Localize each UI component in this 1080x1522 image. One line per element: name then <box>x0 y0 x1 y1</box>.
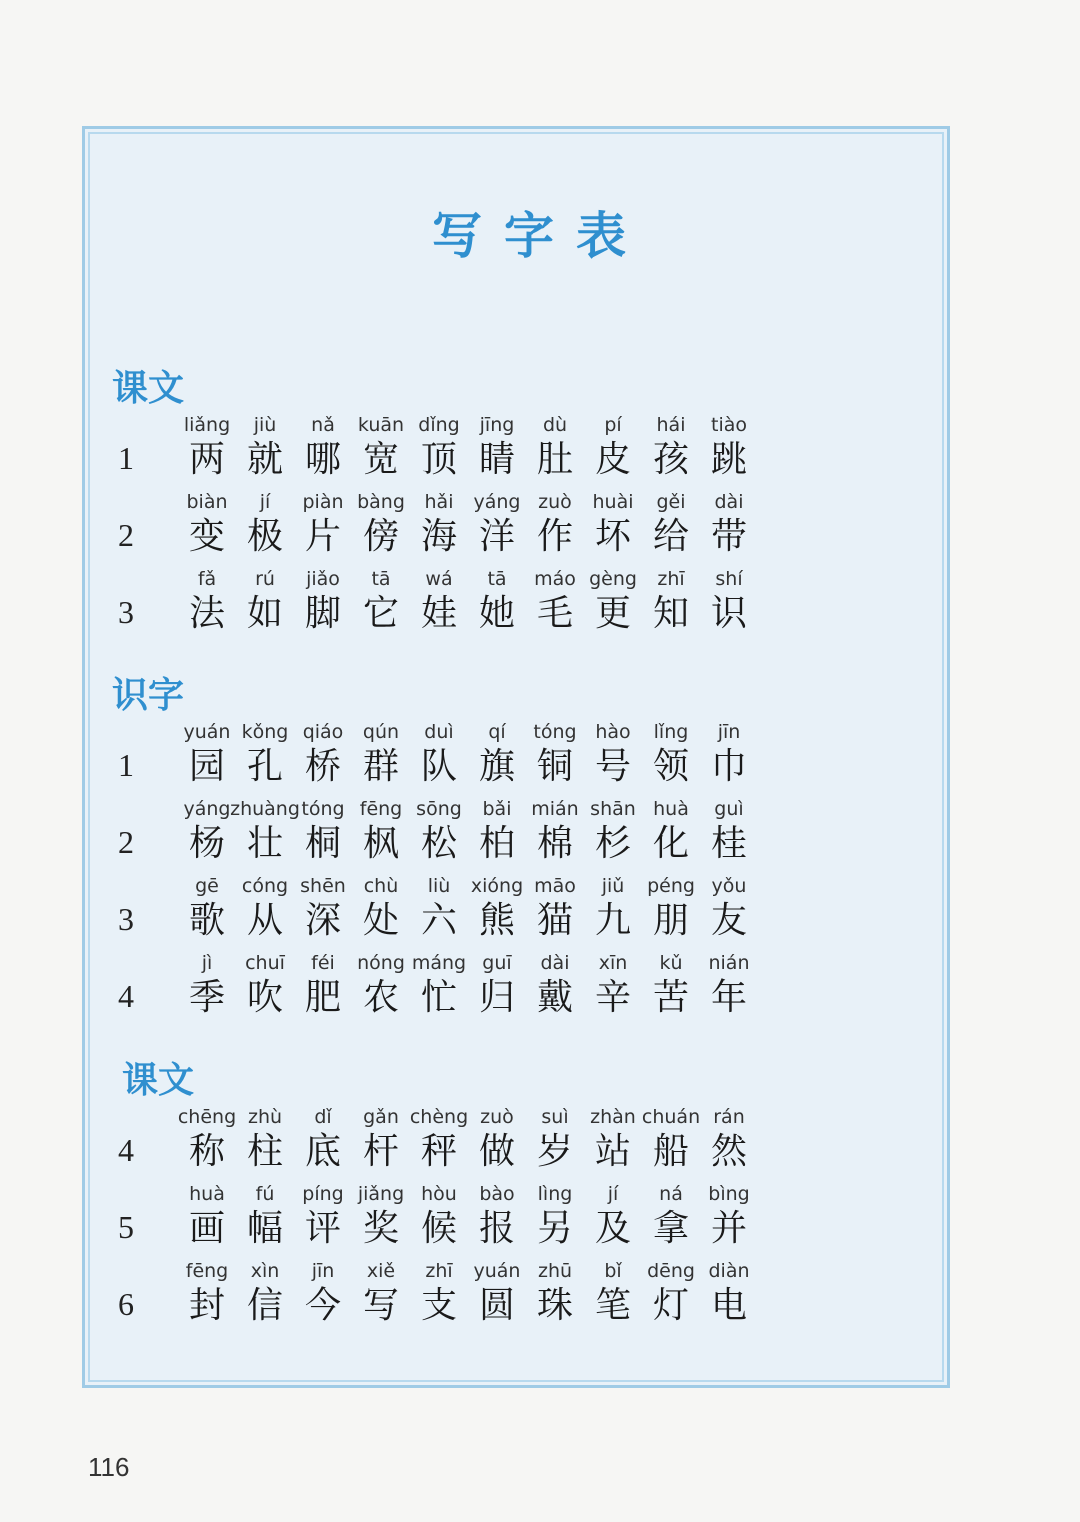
lesson-number: 1 <box>118 747 134 783</box>
lesson-number: 2 <box>118 824 134 860</box>
hanzi: 从 <box>246 900 283 941</box>
lesson-number: 3 <box>118 901 134 937</box>
hanzi: 壮 <box>246 823 283 864</box>
pinyin: gěi <box>656 491 686 513</box>
pinyin: liǎng <box>183 414 231 436</box>
hanzi: 画 <box>188 1208 225 1249</box>
pinyin: fēng <box>359 798 403 820</box>
pinyin: yuán <box>473 1260 521 1282</box>
hanzi: 猫 <box>536 900 573 941</box>
pinyin: zhū <box>537 1260 573 1282</box>
section-label: 课文 <box>112 368 185 409</box>
pinyin: yǒu <box>711 875 747 897</box>
hanzi: 友 <box>710 900 747 941</box>
hanzi: 肥 <box>304 977 341 1018</box>
character-cell <box>700 873 758 943</box>
hanzi: 歌 <box>188 900 225 941</box>
hanzi: 农 <box>362 977 399 1018</box>
section-label: 课文 <box>122 1060 195 1101</box>
pinyin: mián <box>531 798 579 820</box>
pinyin: ná <box>659 1183 683 1205</box>
character-cell <box>700 489 758 559</box>
pinyin: kǔ <box>659 952 683 974</box>
pinyin: nián <box>708 952 750 974</box>
page-title: 写字表 <box>432 207 648 265</box>
hanzi: 极 <box>246 516 283 557</box>
hanzi: 更 <box>594 593 631 634</box>
pinyin: dài <box>714 491 744 513</box>
hanzi: 号 <box>594 746 631 787</box>
section-label: 识字 <box>112 675 185 716</box>
pinyin: biàn <box>186 491 228 513</box>
hanzi: 带 <box>710 516 747 557</box>
lesson-number: 5 <box>118 1209 134 1245</box>
pinyin: bìng <box>708 1183 750 1205</box>
hanzi: 她 <box>478 593 515 634</box>
hanzi: 归 <box>478 977 515 1018</box>
pinyin: hào <box>595 721 631 743</box>
hanzi: 杆 <box>362 1131 399 1172</box>
character-cell <box>700 1181 758 1251</box>
hanzi: 然 <box>710 1131 747 1172</box>
hanzi: 哪 <box>304 439 341 480</box>
hanzi: 珠 <box>536 1285 573 1326</box>
hanzi: 肚 <box>536 439 573 480</box>
lesson-number: 4 <box>118 978 134 1014</box>
pinyin: duì <box>424 721 454 743</box>
pinyin: píng <box>302 1183 344 1205</box>
pinyin: jiǎng <box>357 1183 405 1205</box>
hanzi: 娃 <box>420 593 457 634</box>
pinyin: xiě <box>366 1260 396 1282</box>
hanzi: 片 <box>304 516 341 557</box>
hanzi: 领 <box>652 746 689 787</box>
hanzi: 柱 <box>246 1131 283 1172</box>
hanzi: 松 <box>420 823 457 864</box>
pinyin: kuān <box>357 414 405 436</box>
pinyin: suì <box>541 1106 569 1128</box>
hanzi: 皮 <box>594 439 631 480</box>
pinyin: rú <box>255 568 275 590</box>
pinyin: zuò <box>538 491 572 513</box>
character-cell <box>700 412 758 482</box>
hanzi: 棉 <box>536 823 573 864</box>
character-cell <box>700 1104 758 1174</box>
pinyin: nóng <box>357 952 405 974</box>
hanzi: 深 <box>304 900 341 941</box>
hanzi: 给 <box>652 516 689 557</box>
pinyin: yáng <box>473 491 521 513</box>
hanzi: 队 <box>420 746 457 787</box>
hanzi: 桂 <box>710 823 747 864</box>
hanzi: 杉 <box>594 823 631 864</box>
hanzi: 今 <box>304 1285 341 1326</box>
hanzi: 傍 <box>362 516 399 557</box>
hanzi: 岁 <box>536 1131 573 1172</box>
hanzi: 船 <box>652 1131 689 1172</box>
pinyin: yuán <box>183 721 231 743</box>
hanzi: 苦 <box>652 977 689 1018</box>
hanzi: 桥 <box>304 746 341 787</box>
hanzi: 知 <box>652 593 689 634</box>
pinyin: qún <box>362 721 400 743</box>
hanzi: 作 <box>536 516 573 557</box>
hanzi: 群 <box>362 746 399 787</box>
hanzi: 枫 <box>362 823 399 864</box>
hanzi: 称 <box>188 1131 225 1172</box>
lesson-number: 6 <box>118 1286 134 1322</box>
pinyin: māo <box>534 875 576 897</box>
pinyin: huài <box>592 491 634 513</box>
hanzi: 杨 <box>188 823 225 864</box>
hanzi: 宽 <box>362 439 399 480</box>
hanzi: 做 <box>478 1131 515 1172</box>
pinyin: tiào <box>711 414 747 436</box>
pinyin: cóng <box>241 875 289 897</box>
hanzi: 并 <box>710 1208 747 1249</box>
pinyin: bǎi <box>482 798 512 820</box>
pinyin: bǐ <box>604 1260 622 1282</box>
pinyin: qí <box>488 721 506 743</box>
hanzi: 海 <box>420 516 457 557</box>
character-cell <box>700 796 758 866</box>
pinyin: zuò <box>480 1106 514 1128</box>
pinyin: dǐ <box>314 1106 332 1128</box>
hanzi: 法 <box>188 593 225 634</box>
hanzi: 孔 <box>246 746 283 787</box>
pinyin: xióng <box>470 875 524 897</box>
pinyin: pí <box>604 414 622 436</box>
hanzi: 及 <box>594 1208 631 1249</box>
hanzi: 季 <box>188 977 225 1018</box>
hanzi: 处 <box>362 900 399 941</box>
pinyin: dù <box>542 414 568 436</box>
hanzi: 柏 <box>478 823 515 864</box>
pinyin: hòu <box>421 1183 457 1205</box>
pinyin: sōng <box>416 798 462 820</box>
pinyin: piàn <box>302 491 344 513</box>
pinyin: bàng <box>357 491 405 513</box>
pinyin: huà <box>189 1183 225 1205</box>
pinyin: jīn <box>717 721 741 743</box>
hanzi: 信 <box>246 1285 283 1326</box>
hanzi: 跳 <box>710 439 747 480</box>
pinyin: wá <box>425 568 453 590</box>
hanzi: 年 <box>710 977 747 1018</box>
pinyin: shí <box>715 568 743 590</box>
pinyin: dēng <box>647 1260 695 1282</box>
hanzi: 吹 <box>246 977 283 1018</box>
hanzi: 另 <box>536 1208 573 1249</box>
pinyin: nǎ <box>311 414 335 436</box>
pinyin: zhù <box>247 1106 283 1128</box>
hanzi: 报 <box>478 1208 515 1249</box>
pinyin: hǎi <box>424 491 454 513</box>
hanzi: 电 <box>710 1285 747 1326</box>
pinyin: chù <box>363 875 399 897</box>
hanzi: 巾 <box>710 746 747 787</box>
pinyin: shān <box>590 798 636 820</box>
pinyin: jiù <box>253 414 277 436</box>
pinyin: tā <box>487 568 507 590</box>
hanzi: 桐 <box>304 823 341 864</box>
character-cell <box>700 1258 758 1328</box>
pinyin: fēng <box>185 1260 229 1282</box>
pinyin: fǎ <box>197 568 217 590</box>
pinyin: zhuàng <box>230 798 300 820</box>
hanzi: 戴 <box>536 977 573 1018</box>
pinyin: guì <box>714 798 744 820</box>
hanzi: 奖 <box>362 1208 399 1249</box>
pinyin: chuī <box>245 952 285 974</box>
hanzi: 灯 <box>652 1285 689 1326</box>
hanzi: 化 <box>652 823 689 864</box>
pinyin: tóng <box>533 721 577 743</box>
pinyin: liù <box>427 875 451 897</box>
hanzi: 识 <box>710 593 747 634</box>
pinyin: diàn <box>708 1260 750 1282</box>
hanzi: 睛 <box>478 439 515 480</box>
hanzi: 拿 <box>652 1208 689 1249</box>
hanzi: 铜 <box>536 746 573 787</box>
pinyin: lǐng <box>653 721 689 743</box>
hanzi: 变 <box>188 516 225 557</box>
pinyin: jiǎo <box>306 568 340 590</box>
pinyin: hái <box>656 414 686 436</box>
hanzi: 孩 <box>652 439 689 480</box>
hanzi: 评 <box>304 1208 341 1249</box>
hanzi: 笔 <box>594 1285 631 1326</box>
pinyin: zhàn <box>590 1106 636 1128</box>
pinyin: jiǔ <box>601 875 625 897</box>
pinyin: zhī <box>657 568 685 590</box>
pinyin: jì <box>201 952 213 974</box>
pinyin: máo <box>534 568 576 590</box>
pinyin: kǒng <box>241 721 289 743</box>
hanzi: 园 <box>188 746 225 787</box>
pinyin: fú <box>255 1183 275 1205</box>
hanzi: 如 <box>246 593 283 634</box>
character-cell <box>700 719 758 789</box>
pinyin: huà <box>653 798 689 820</box>
hanzi: 六 <box>420 900 457 941</box>
pinyin: jīng <box>479 414 515 436</box>
pinyin: lìng <box>537 1183 573 1205</box>
hanzi: 旗 <box>478 746 515 787</box>
hanzi: 底 <box>304 1131 341 1172</box>
pinyin: gē <box>195 875 219 897</box>
lesson-number: 4 <box>118 1132 134 1168</box>
hanzi: 顶 <box>420 439 457 480</box>
pinyin: féi <box>311 952 335 974</box>
pinyin: bào <box>479 1183 515 1205</box>
hanzi: 朋 <box>652 900 689 941</box>
character-cell <box>700 566 758 636</box>
pinyin: guī <box>482 952 512 974</box>
hanzi: 毛 <box>536 593 573 634</box>
pinyin: gǎn <box>363 1106 399 1128</box>
hanzi: 熊 <box>478 900 515 941</box>
hanzi: 坏 <box>594 516 631 557</box>
pinyin: chèng <box>409 1106 469 1128</box>
pinyin: dài <box>540 952 570 974</box>
hanzi: 圆 <box>478 1285 515 1326</box>
hanzi: 站 <box>594 1131 631 1172</box>
page-number: 116 <box>88 1452 130 1482</box>
pinyin: yáng <box>183 798 231 820</box>
hanzi: 候 <box>420 1208 457 1249</box>
hanzi: 脚 <box>304 593 341 634</box>
hanzi: 写 <box>362 1285 399 1326</box>
hanzi: 九 <box>594 900 631 941</box>
lesson-number: 2 <box>118 517 134 553</box>
hanzi: 就 <box>246 439 283 480</box>
pinyin: xìn <box>250 1260 280 1282</box>
pinyin: rán <box>713 1106 745 1128</box>
hanzi: 洋 <box>478 516 515 557</box>
hanzi: 幅 <box>246 1208 283 1249</box>
hanzi: 封 <box>188 1285 225 1326</box>
pinyin: zhī <box>425 1260 453 1282</box>
pinyin: dǐng <box>418 414 460 436</box>
pinyin: jí <box>607 1183 619 1205</box>
hanzi: 支 <box>420 1285 457 1326</box>
pinyin: jí <box>259 491 271 513</box>
hanzi: 两 <box>188 439 225 480</box>
pinyin: qiáo <box>302 721 344 743</box>
pinyin: chuán <box>641 1106 701 1128</box>
pinyin: jīn <box>311 1260 335 1282</box>
hanzi: 辛 <box>594 977 631 1018</box>
hanzi: 秤 <box>420 1131 457 1172</box>
character-cell <box>700 950 758 1020</box>
pinyin: tóng <box>301 798 345 820</box>
lesson-number: 3 <box>118 594 134 630</box>
pinyin: chēng <box>177 1106 237 1128</box>
hanzi: 它 <box>362 593 399 634</box>
pinyin: gèng <box>589 568 637 590</box>
pinyin: xīn <box>598 952 628 974</box>
pinyin: péng <box>647 875 695 897</box>
hanzi: 忙 <box>420 977 457 1018</box>
pinyin: máng <box>411 952 467 974</box>
pinyin: shēn <box>300 875 346 897</box>
pinyin: tā <box>371 568 391 590</box>
lesson-number: 1 <box>118 440 134 476</box>
